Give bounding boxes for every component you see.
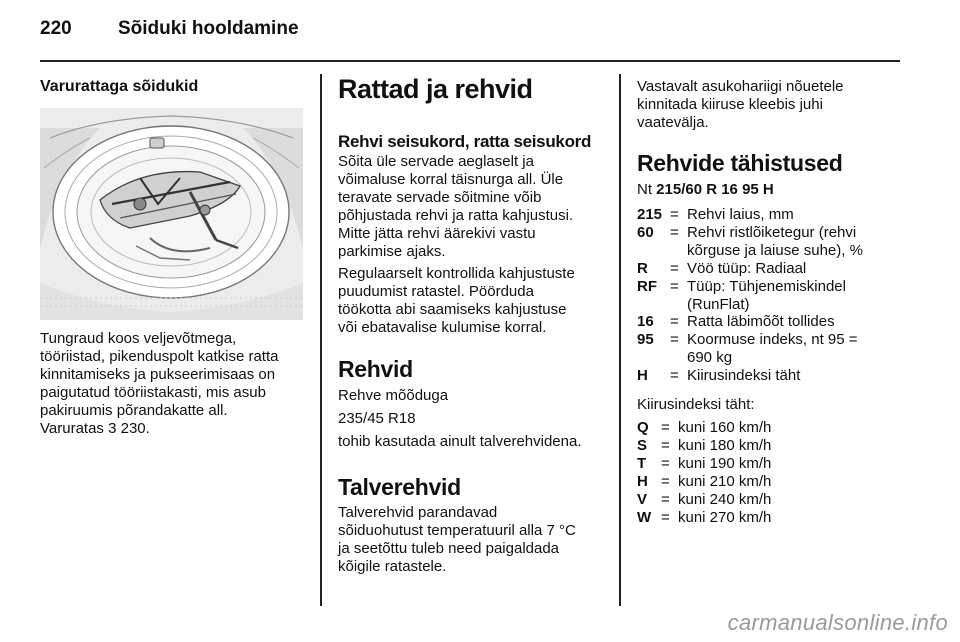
designation-key: RF (637, 277, 657, 295)
speed-index-table (637, 419, 771, 526)
winter-tyres-paragraph: Talverehvid parandavad sõiduohutust temperatuuril alla 7 °C ja seetõttu tuleb need paigaldada kõigile ratastele. (338, 504, 576, 575)
speed-row (637, 509, 771, 527)
designation-key: H (637, 367, 648, 385)
tyres-size-value: 235/45 R18 (338, 410, 416, 427)
designation-meaning: Vöö tüüp: Radiaal (687, 259, 807, 277)
designation-row (637, 206, 863, 224)
page-number: 220 (40, 18, 72, 39)
header-divider (40, 60, 900, 62)
tyres-winter-only-text: tohib kasutada ainult talverehvidena. (338, 433, 582, 450)
designation-key: 215 (637, 206, 663, 223)
spare-wheel-figure (40, 108, 303, 320)
speed-key: Q (637, 419, 649, 436)
equals-sign: = (661, 454, 670, 472)
equals-sign: = (670, 367, 679, 385)
equals-sign: = (670, 206, 679, 223)
speed-row (637, 437, 771, 455)
designation-row (637, 367, 863, 385)
spare-wheel-caption: Tungraud koos veljevõtmega, tööriistad, pikenduspolt katkise ratta kinnitamiseks ja pukseerimisaas on paigutatud tööriistakasti, mis asub pakiruumis põrandakatte all. Varuratas 3 230. (40, 330, 279, 437)
equals-sign: = (661, 472, 670, 490)
speed-value: kuni 180 km/h (678, 436, 772, 454)
speed-key: T (637, 454, 647, 472)
designation-meaning: Ratta läbimõõt tollides (687, 313, 835, 331)
designation-meaning: Tüüp: Tühjenemiskindel (RunFlat) (687, 277, 846, 313)
designation-table (637, 206, 863, 385)
watermark: carmanualsonline.info (727, 610, 948, 635)
cross-reference: Varuratas 3 230. (40, 419, 150, 437)
designation-meaning: Koormuse indeks, nt 95 = 690 kg (687, 331, 858, 367)
designation-key: R (637, 259, 648, 277)
speed-value: kuni 240 km/h (678, 490, 772, 508)
speed-key: V (637, 490, 648, 508)
chapter-title: Sõiduki hooldamine (118, 18, 299, 39)
designation-key: 60 (637, 223, 654, 241)
designation-row (637, 260, 863, 278)
equals-sign: = (670, 223, 679, 241)
speed-row (637, 455, 771, 473)
speed-value: kuni 210 km/h (678, 472, 772, 490)
speed-key: H (637, 472, 648, 490)
equals-sign: = (670, 259, 679, 277)
arrow-reference-icon: 3 (108, 419, 117, 437)
designation-meaning: Rehvi laius, mm (687, 206, 794, 223)
designation-row (637, 224, 863, 260)
speed-key: S (637, 436, 648, 454)
main-heading-wheels-tyres: Rattad ja rehvid (338, 74, 533, 104)
spare-wheel-illustration (40, 108, 303, 320)
speed-key: W (637, 508, 652, 526)
designation-row (637, 313, 863, 331)
designation-meaning: Rehvi ristlõiketegur (rehvi kõrguse ja laiuse suhe), % (687, 223, 863, 259)
designation-row (637, 278, 863, 314)
equals-sign: = (661, 419, 670, 436)
speed-index-intro: Kiirusindeksi täht: (637, 396, 755, 413)
speed-value: kuni 270 km/h (678, 508, 772, 526)
heading-tyres: Rehvid (338, 356, 413, 382)
equals-sign: = (670, 331, 679, 349)
speed-value: kuni 160 km/h (678, 419, 772, 436)
speed-sticker-paragraph: Vastavalt asukohariigi nõuetele kinnitada kiiruse kleebis juhi vaatevälja. (637, 78, 844, 131)
designation-meaning: Kiirusindeksi täht (687, 367, 801, 385)
column-divider-2 (619, 74, 621, 606)
equals-sign: = (661, 436, 670, 454)
designation-key: 95 (637, 331, 654, 349)
subheading-tyre-condition: Rehvi seisukord, ratta seisukord (338, 132, 592, 151)
designation-example: Nt 215/60 R 16 95 H (637, 181, 774, 198)
tyre-condition-paragraph-2: Regulaarselt kontrollida kahjustuste puudumist ratastel. Pöörduda töökotta abi saamiseks kahjustuse või ebatavalise kulumise korral. (338, 265, 575, 336)
speed-row (637, 473, 771, 491)
equals-sign: = (670, 277, 679, 295)
designation-key: 16 (637, 313, 654, 331)
section-heading-spare-wheel: Varurattaga sõidukid (40, 78, 199, 95)
tyres-size-text: Rehve mõõduga (338, 387, 449, 404)
speed-value: kuni 190 km/h (678, 454, 772, 472)
designation-row (637, 331, 863, 367)
speed-row (637, 419, 771, 437)
heading-tyre-designations: Rehvide tähistused (637, 150, 843, 176)
equals-sign: = (661, 490, 670, 508)
speed-row (637, 491, 771, 509)
heading-winter-tyres: Talverehvid (338, 474, 461, 500)
equals-sign: = (670, 313, 679, 331)
equals-sign: = (661, 508, 670, 526)
column-divider-1 (320, 74, 322, 606)
tyre-condition-paragraph-1: Sõita üle servade aeglaselt ja võimaluse korral täisnurga all. Üle teravate servade sõitmine võib põhjustada rehvi ja ratta kahjustusi. Mitte jätta rehvi äärekivi vastu parkimise ajaks. (338, 153, 574, 260)
